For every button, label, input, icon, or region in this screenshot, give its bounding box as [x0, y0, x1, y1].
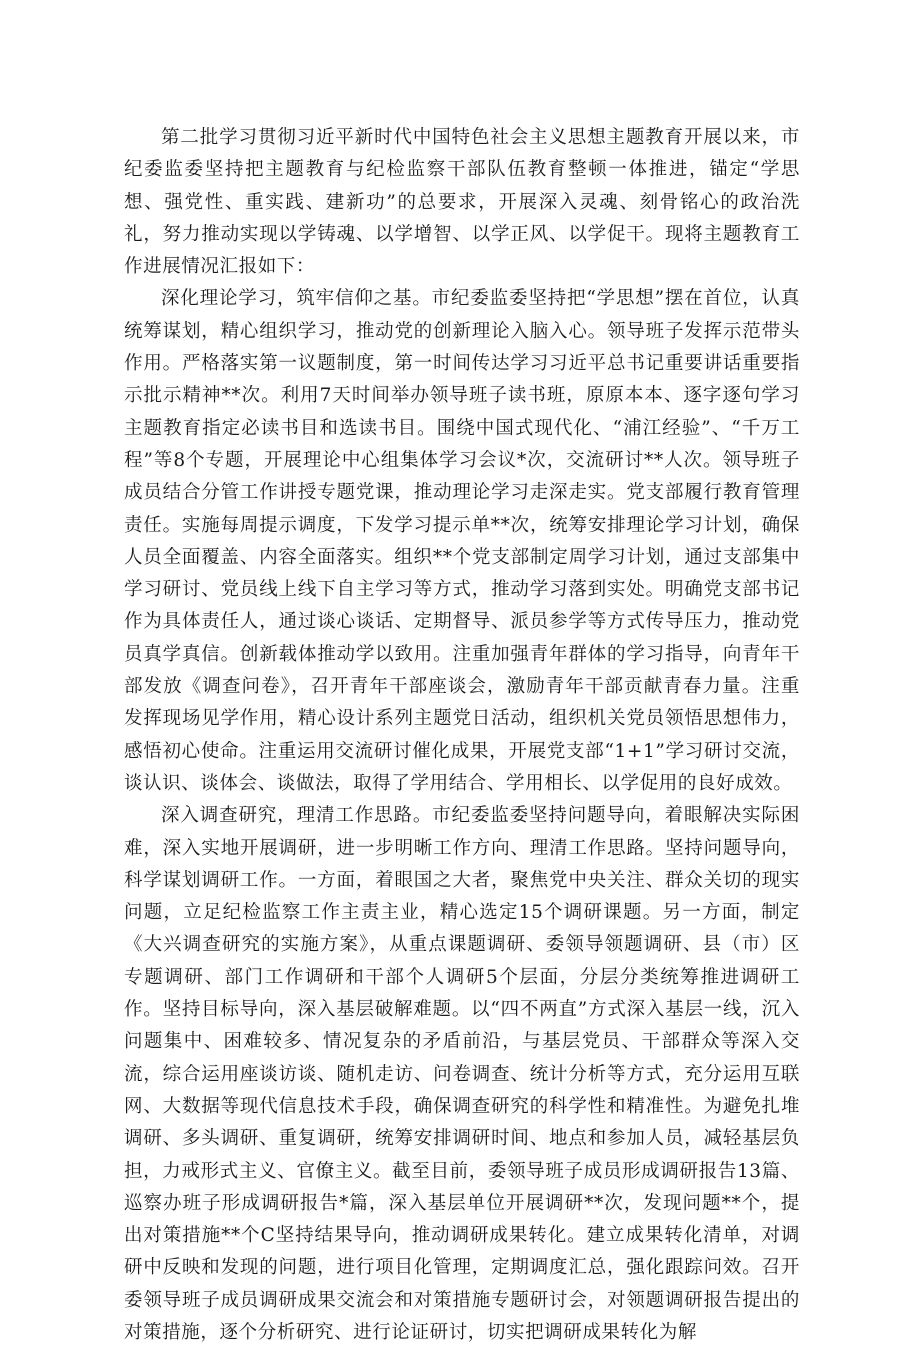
document-page	[124, 122, 800, 1349]
paragraph-theory-study: 深化理论学习，筑牢信仰之基。市纪委监委坚持把“学思想”摆在首位，认真统筹谋划，精心组织学习，推动党的创新理论入脑入心。领导班子发挥示范带头作用。严格落实第一议题制度，第一时间传达学习习近平总书记重要讲话重要指示批示精神**次。利用7天时间举办领导班子读书班，原原本本、逐字逐句学习主题教育指定必读书目和选读书目。围绕中国式现代化、“浦江经验”、“千万工程”等8个专题，开展理论中心组集体学习会议*次，交流研讨**人次。领导班子成员结合分管工作讲授专题党课，推动理论学习走深走实。党支部履行教育管理责任。实施每周提示调度，下发学习提示单**次，统筹安排理论学习计划，确保人员全面覆盖、内容全面落实。组织**个党支部制定周学习计划，通过支部集中学习研讨、党员线上线下自主学习等方式，推动学习落到实处。明确党支部书记作为具体责任人，通过谈心谈话、定期督导、派员参学等方式传导压力，推动党员真学真信。创新载体推动学以致用。注重加强青年群体的学习指导，向青年干部发放《调查问卷》，召开青年干部座谈会，激励青年干部贡献青春力量。注重发挥现场见学作用，精心设计系列主题党日活动，组织机关党员领悟思想伟力，感悟初心使命。注重运用交流研讨催化成果，开展党支部“1+1”学习研讨交流，谈认识、谈体会、谈做法，取得了学用结合、学用相长、以学促用的良好成效。	[124, 288, 800, 794]
paragraph-intro: 第二批学习贯彻习近平新时代中国特色社会主义思想主题教育开展以来，市纪委监委坚持把主题教育与纪检监察干部队伍教育整顿一体推进，锚定“学思想、强党性、重实践、建新功”的总要求，开展深入灵魂、刻骨铭心的政治洗礼，努力推动实现以学铸魂、以学增智、以学正风、以学促干。现将主题教育工作进展情况汇报如下：	[124, 127, 800, 278]
paragraph-investigation-research: 深入调查研究，理清工作思路。市纪委监委坚持问题导向，着眼解决实际困难，深入实地开展调研，进一步明晰工作方向、理清工作思路。坚持问题导向，科学谋划调研工作。一方面，着眼国之大者，聚焦党中央关注、群众关切的现实问题，立足纪检监察工作主责主业，精心选定15个调研课题。另一方面，制定《大兴调查研究的实施方案》，从重点课题调研、委领导领题调研、县（市）区专题调研、部门工作调研和干部个人调研5个层面，分层分类统筹推进调研工作。坚持目标导向，深入基层破解难题。以“四不两直”方式深入基层一线，沉入问题集中、困难较多、情况复杂的矛盾前沿，与基层党员、干部群众等深入交流，综合运用座谈访谈、随机走访、问卷调查、统计分析等方式，充分运用互联网、大数据等现代信息技术手段，确保调查研究的科学性和精准性。为避免扎堆调研、多头调研、重复调研，统筹安排调研时间、地点和参加人员，减轻基层负担，力戒形式主义、官僚主义。截至目前，委领导班子成员形成调研报告13篇、巡察办班子形成调研报告*篇，深入基层单位开展调研**次，发现问题**个，提出对策措施**个C坚持结果导向，推动调研成果转化。建立成果转化清单，对调研中反映和发现的问题，进行项目化管理，定期调度汇总，强化跟踪问效。召开委领导班子成员调研成果交流会和对策措施专题研讨会，对领题调研报告提出的对策措施，逐个分析研究、进行论证研讨，切实把调研成果转化为解	[124, 805, 800, 1343]
